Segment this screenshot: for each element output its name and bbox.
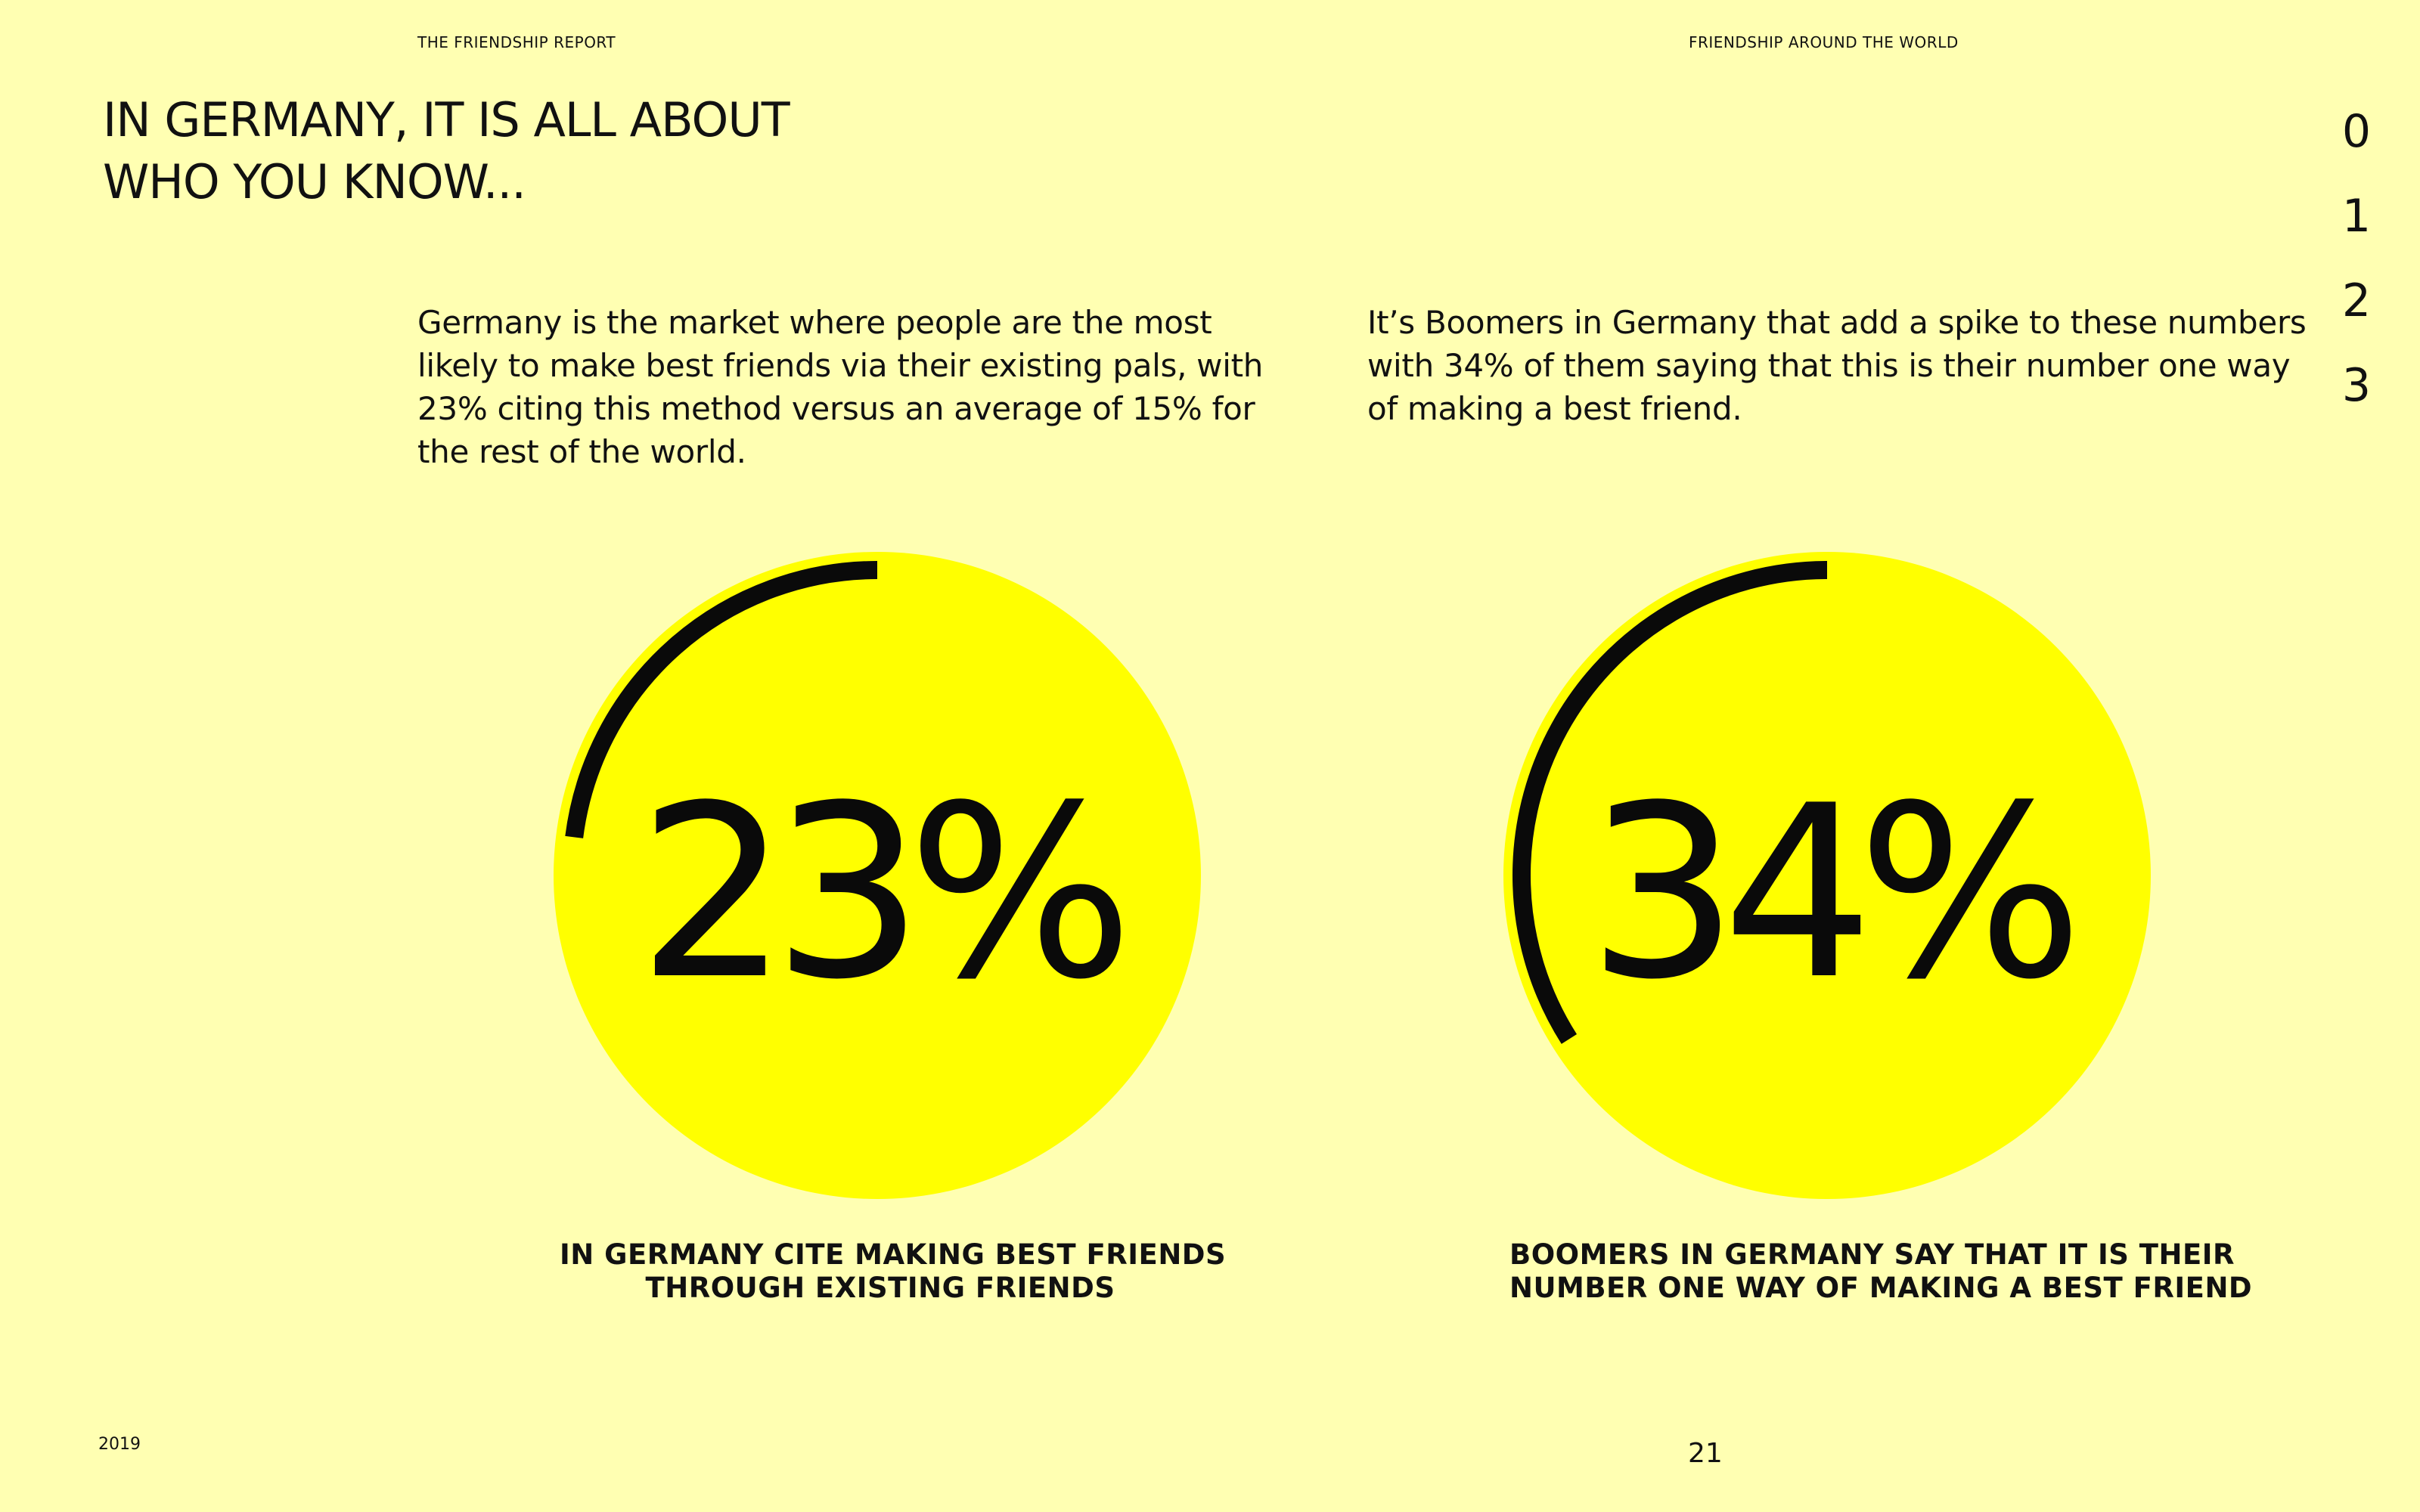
paragraph-line: It’s Boomers in Germany that add a spike to these numbers xyxy=(1367,304,2307,341)
section-nav-item-3[interactable]: 3 xyxy=(2341,359,2372,412)
stat-value-label: 34% xyxy=(1587,755,2068,1032)
stat-graphic-1 xyxy=(544,543,1210,1208)
paragraph-line: likely to make best friends via their existing pals, with xyxy=(417,347,1264,384)
paragraph-line: of making a best friend. xyxy=(1367,390,1742,427)
paragraph-line: with 34% of them saying that this is their number one way xyxy=(1367,347,2291,384)
caption-line: THROUGH EXISTING FRIENDS xyxy=(645,1272,1115,1304)
section-nav-item-0[interactable]: 0 xyxy=(2341,105,2372,158)
stat-caption-2 xyxy=(1509,1238,2253,1305)
section-nav xyxy=(2334,89,2379,428)
stat-value-label: 23% xyxy=(637,755,1118,1032)
paragraph-line: Germany is the market where people are the most xyxy=(417,304,1212,341)
page-title xyxy=(103,89,1086,213)
page-title-line: WHO YOU KNOW... xyxy=(103,154,526,209)
section-nav-item-1[interactable]: 1 xyxy=(2341,190,2372,243)
stat-graphic-2 xyxy=(1494,543,2160,1208)
paragraph-line: the rest of the world. xyxy=(417,433,746,470)
running-header-left: THE FRIENDSHIP REPORT xyxy=(417,33,616,51)
section-nav-item-2[interactable]: 2 xyxy=(2341,274,2372,327)
page-number: 21 xyxy=(1688,1438,1723,1469)
body-paragraph-left xyxy=(417,301,1263,473)
body-paragraph-right xyxy=(1367,301,2307,430)
page-title-line: IN GERMANY, IT IS ALL ABOUT xyxy=(103,92,790,147)
footer-year: 2019 xyxy=(98,1435,141,1454)
caption-line: IN GERMANY CITE MAKING BEST FRIENDS xyxy=(560,1238,1227,1271)
caption-line: BOOMERS IN GERMANY SAY THAT IT IS THEIR xyxy=(1509,1238,2235,1271)
caption-line: NUMBER ONE WAY OF MAKING A BEST FRIEND xyxy=(1509,1272,2253,1304)
paragraph-line: 23% citing this method versus an average of 15% for xyxy=(417,390,1255,427)
stat-caption-1 xyxy=(560,1238,1227,1305)
running-header-right: FRIENDSHIP AROUND THE WORLD xyxy=(1689,33,1959,51)
